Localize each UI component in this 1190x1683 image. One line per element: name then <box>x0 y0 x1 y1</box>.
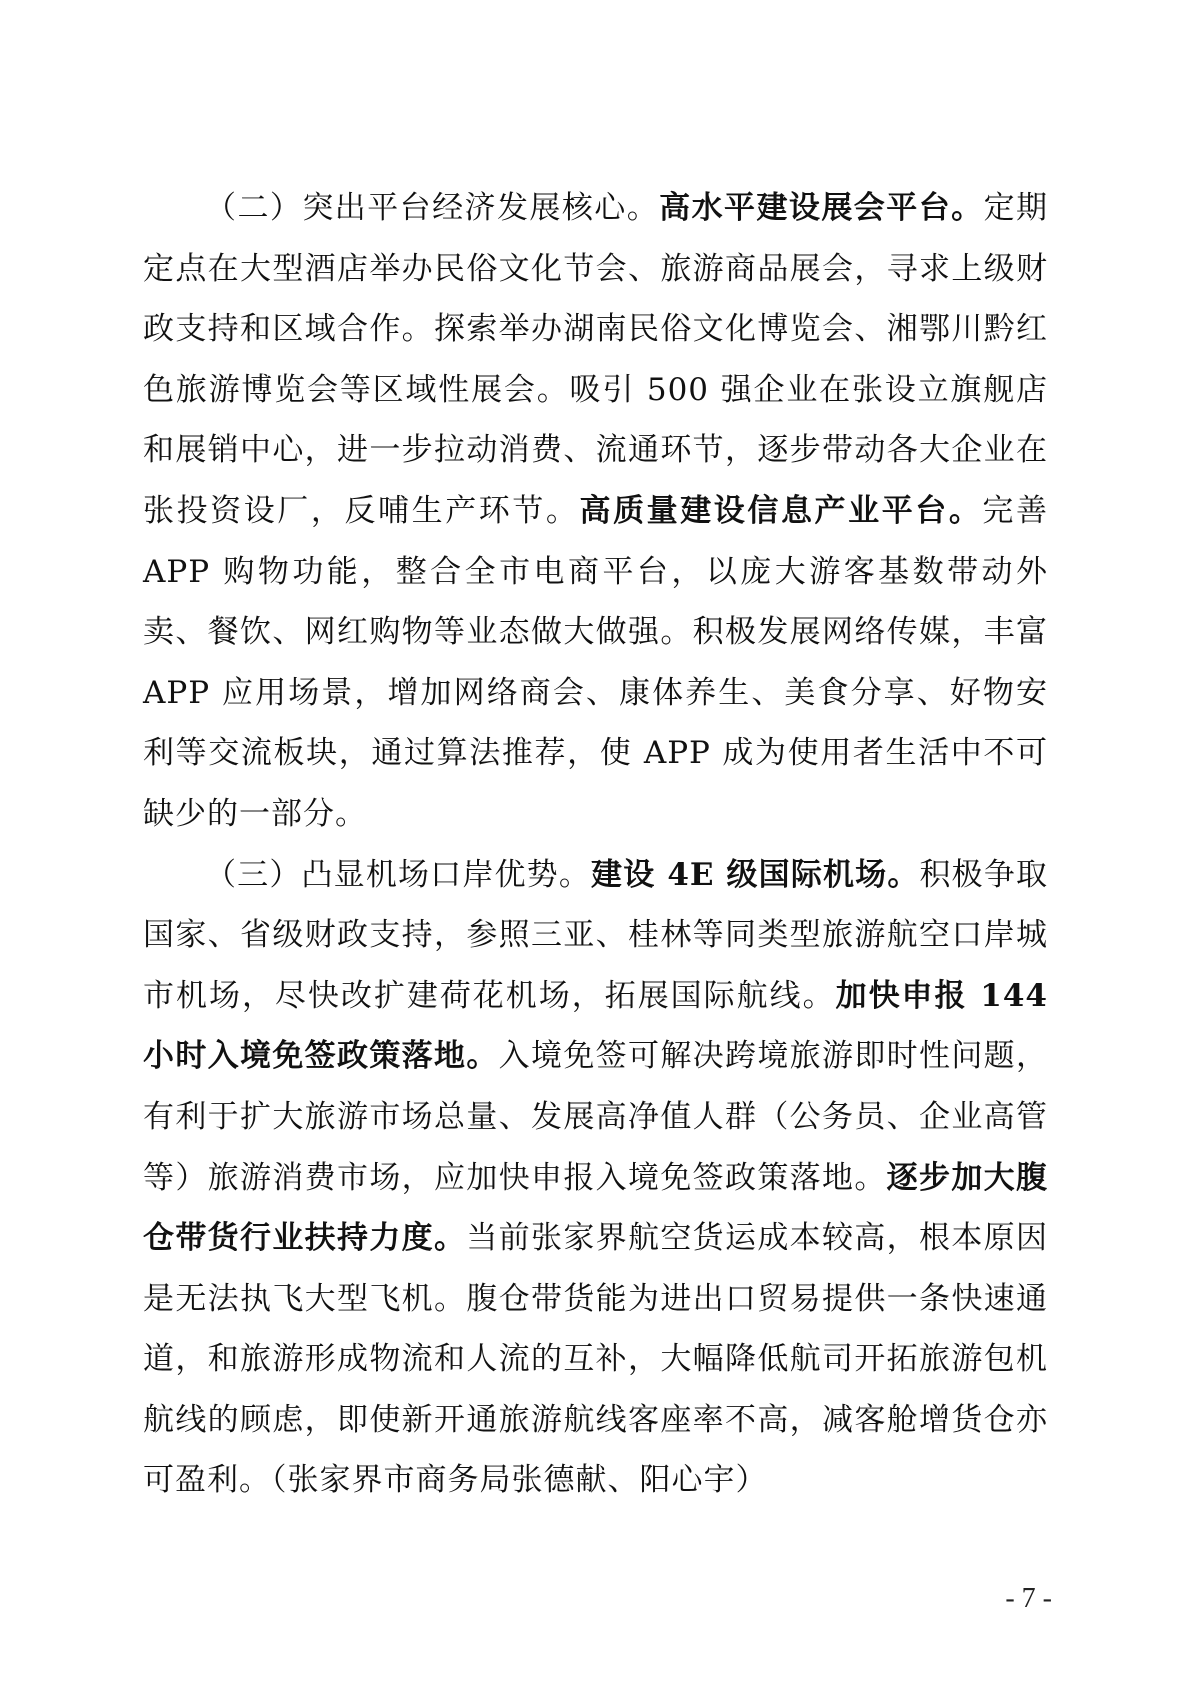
text-run: 完善 APP 购物功能，整合全市电商平台，以庞大游客基数带动外卖、餐饮、网红购物等业态做大做强。积极发展网络传媒，丰富 APP 应用场景，增加网络商会、康体养生、美食分享、好物安利等交流板块，通过算法推荐，使 APP 成为使用者生活中不可缺少的一部分。 <box>143 492 1048 832</box>
paragraph-airport-advantage <box>143 845 1048 1512</box>
text-run: 积极争取国家、省级财政支持，参照三亚、桂林等同类型旅游航空口岸城市机场，尽快改扩建荷花机场，拓展国际航线。 <box>143 856 1049 1014</box>
text-run: 当前张家界航空货运成本较高，根本原因是无法执飞大型飞机。腹仓带货能为进出口贸易提供一条快速通道，和旅游形成物流和人流的互补，大幅降低航司开拓旅游包机航线的顾虑，即使新开通旅游航线客座率不高，减客舱增货仓亦可盈利。（张家界市商务局张德献、阳心宇） <box>143 1220 1049 1499</box>
text-run: 定期定点在大型酒店举办民俗文化节会、旅游商品展会，寻求上级财政支持和区域合作。探索举办湖南民俗文化博览会、湘鄂川黔红色旅游博览会等区域性展会。吸引 500 强企业在张设立旗舰店和展销中心，进一步拉动消费、流通环节，逐步带动各大企业在张投资设厂，反哺生产环节。 <box>143 190 1049 529</box>
document-body <box>143 178 1048 1511</box>
text-run: （三）凸显机场口岸优势。 <box>205 856 592 893</box>
text-run: （二）突出平台经济发展核心。 <box>205 190 660 226</box>
bold-heading-run: 建设 4E 级国际机场。 <box>591 856 920 893</box>
bold-heading-run: 加快申报 144 小时入境免签政策落地。 <box>143 977 1048 1075</box>
bold-heading-run: 高质量建设信息产业平台。 <box>579 492 983 529</box>
text-run: 入境免签可解决跨境旅游即时性问题，有利于扩大旅游市场总量、发展高净值人群（公务员、企业高管等）旅游消费市场，应加快申报入境免签政策落地。 <box>143 1038 1049 1196</box>
paragraph-platform-economy <box>143 178 1048 845</box>
bold-heading-run: 逐步加大腹仓带货行业扶持力度。 <box>143 1159 1049 1257</box>
bold-heading-run: 高水平建设展会平台。 <box>659 190 984 226</box>
page-number: - 7 - <box>1005 1583 1052 1614</box>
